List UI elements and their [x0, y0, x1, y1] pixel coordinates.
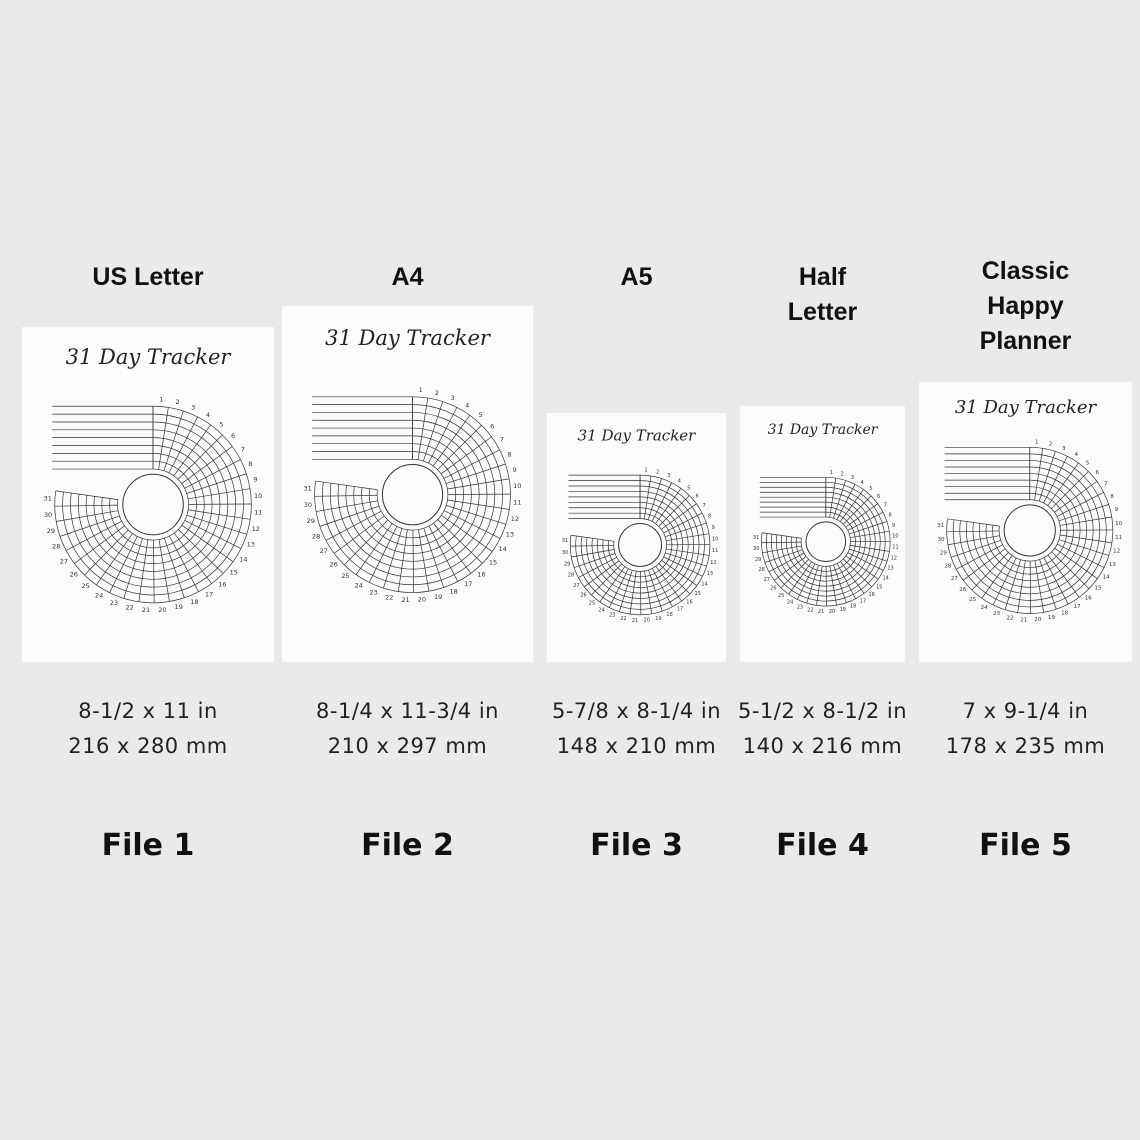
day-number: 4	[205, 410, 211, 419]
day-number: 11	[513, 498, 522, 507]
day-number: 30	[937, 536, 945, 543]
day-number: 12	[251, 524, 260, 533]
tracker-center-circle	[382, 465, 442, 525]
product-column-3	[547, 0, 726, 1140]
day-number: 17	[676, 606, 684, 613]
day-number: 5	[687, 485, 691, 492]
tracker-spoke	[661, 504, 696, 530]
day-number: 24	[786, 599, 794, 606]
tracker-spoke	[833, 480, 845, 518]
tracker-spoke	[619, 570, 632, 611]
day-number: 14	[701, 581, 708, 588]
day-number: 4	[465, 401, 470, 410]
day-number: 1	[1034, 439, 1039, 446]
tracker-center-circle	[123, 474, 183, 534]
day-number: 29	[563, 561, 571, 568]
tracker-page-title: 31 Day Tracker	[577, 426, 696, 445]
day-number: 24	[598, 607, 605, 614]
day-number: 8	[507, 450, 512, 459]
tracker-spoke	[383, 528, 402, 588]
day-number: 5	[869, 486, 873, 493]
day-number: 21	[141, 606, 151, 615]
day-number: 18	[849, 603, 857, 610]
day-number: 1	[829, 469, 833, 476]
size-name: Classic Happy Planner	[979, 257, 1072, 355]
tracker-spoke	[74, 526, 124, 564]
day-number: 31	[561, 538, 569, 545]
day-number: 22	[620, 616, 627, 623]
day-number: 31	[937, 522, 945, 529]
day-number: 10	[711, 536, 719, 543]
day-number: 15	[488, 558, 498, 567]
day-number: 26	[329, 560, 338, 569]
day-number: 31	[303, 484, 312, 493]
product-column-5	[919, 0, 1132, 1140]
tracker-spoke	[584, 561, 619, 587]
file-label: File 5	[979, 828, 1072, 863]
tracker-ring	[118, 469, 189, 540]
tracker-spoke	[609, 569, 628, 608]
day-number: 7	[1103, 481, 1108, 488]
tracker-spoke	[153, 540, 154, 603]
day-number: 9	[512, 465, 517, 474]
dimensions	[2, 694, 294, 764]
day-number: 13	[887, 565, 894, 572]
tracker-ring	[999, 500, 1060, 561]
day-number: 23	[369, 588, 378, 597]
dimensions-mm: 140 x 216 mm	[742, 734, 903, 758]
day-number: 8	[1110, 493, 1114, 500]
day-number: 10	[513, 482, 522, 491]
tracker-page-title: 31 Day Tracker	[325, 326, 490, 351]
tracker-spoke	[447, 500, 509, 509]
tracker-spoke	[1054, 481, 1096, 512]
tracker-spoke	[648, 479, 661, 520]
day-number: 10	[1115, 520, 1123, 527]
day-number: 22	[125, 603, 134, 612]
tracker-center-circle	[1004, 505, 1055, 556]
day-number: 18	[449, 587, 458, 596]
day-number: 1	[644, 467, 648, 474]
day-number: 16	[477, 570, 486, 579]
dimensions	[262, 694, 553, 764]
size-name: Half Letter	[787, 263, 858, 326]
day-number: 31	[43, 494, 52, 503]
tracker-graphic	[547, 413, 726, 662]
day-number: 8	[888, 512, 892, 519]
day-number: 10	[253, 492, 263, 501]
tracker-spoke	[66, 521, 121, 550]
tracker-spoke	[446, 505, 506, 524]
dimensions-inches: 7 x 9-1/4 in	[962, 699, 1089, 723]
day-number: 14	[498, 545, 507, 554]
tracker-spoke	[326, 511, 381, 540]
day-number: 25	[777, 593, 785, 600]
tracker-center-circle	[619, 523, 662, 566]
dimensions-mm: 210 x 297 mm	[327, 734, 488, 758]
tracker-spoke	[188, 510, 250, 519]
tracker-spoke	[164, 411, 183, 471]
day-number: 30	[753, 546, 760, 553]
day-number: 11	[254, 508, 263, 517]
day-number: 2	[656, 469, 660, 476]
day-number: 15	[876, 584, 883, 591]
day-number: 15	[694, 591, 701, 598]
day-number: 22	[385, 593, 394, 602]
day-number: 10	[892, 533, 899, 540]
day-number: 20	[1034, 617, 1042, 624]
day-number: 27	[59, 557, 69, 566]
day-number: 18	[190, 597, 199, 606]
day-number: 19	[174, 603, 183, 612]
day-number: 2	[1048, 441, 1053, 448]
tracker-spoke	[843, 559, 871, 587]
tracker-spoke	[947, 531, 999, 532]
day-number: 16	[686, 599, 693, 606]
day-number: 20	[158, 605, 167, 614]
tracker-spoke	[56, 491, 118, 500]
tracker-spoke	[1059, 540, 1109, 556]
day-number: 22	[807, 607, 814, 614]
tracker-page-preview	[547, 413, 726, 662]
day-number: 28	[944, 563, 952, 570]
day-number: 25	[341, 571, 350, 580]
day-number: 2	[840, 471, 844, 478]
tracker-ring	[377, 459, 448, 530]
day-number: 31	[752, 535, 760, 542]
day-number: 15	[1094, 585, 1102, 592]
tracker-spoke	[434, 523, 471, 573]
day-number: 11	[1115, 534, 1123, 541]
day-number: 1	[418, 386, 423, 395]
day-number: 13	[246, 540, 255, 549]
tracker-spoke	[781, 559, 809, 587]
day-number: 28	[758, 567, 765, 574]
day-number: 29	[46, 527, 56, 536]
day-number: 20	[643, 617, 651, 624]
dimensions	[527, 694, 746, 764]
tracker-spoke	[159, 407, 169, 469]
day-number: 19	[433, 592, 443, 601]
day-number: 11	[892, 544, 899, 551]
day-number: 13	[1108, 561, 1116, 568]
day-number: 7	[499, 435, 504, 444]
day-number: 29	[306, 517, 315, 526]
day-number: 24	[980, 604, 988, 611]
day-number: 2	[175, 398, 180, 407]
tracker-spoke	[174, 533, 211, 583]
day-number: 20	[828, 609, 836, 616]
day-number: 19	[655, 615, 662, 622]
day-number: 9	[711, 524, 715, 531]
size-name: A5	[620, 263, 653, 291]
day-number: 24	[354, 581, 363, 590]
day-number: 24	[94, 591, 104, 600]
tracker-spoke	[423, 402, 442, 461]
day-number: 8	[248, 460, 253, 469]
day-number: 26	[69, 570, 78, 579]
day-number: 17	[859, 598, 867, 605]
tracker-spoke	[429, 526, 458, 581]
day-number: 27	[319, 547, 328, 556]
day-number: 6	[230, 432, 236, 441]
tracker-spoke	[761, 542, 801, 543]
tracker-spoke	[413, 530, 414, 593]
tracker-graphic	[282, 306, 533, 662]
tracker-spoke	[441, 437, 491, 474]
day-number: 17	[1073, 603, 1081, 610]
tracker-spoke	[418, 398, 428, 460]
dimensions	[720, 694, 925, 764]
day-number: 17	[204, 590, 214, 599]
day-number: 9	[1114, 507, 1119, 514]
day-number: 28	[567, 572, 575, 579]
day-number: 6	[877, 493, 881, 500]
day-number: 12	[710, 559, 717, 566]
tracker-spoke	[316, 481, 378, 490]
tracker-graphic	[22, 327, 274, 662]
product-column-4	[737, 0, 908, 1140]
tracker-spoke	[169, 536, 198, 592]
tracker-spoke	[1005, 560, 1021, 610]
day-number: 5	[219, 420, 224, 429]
day-number: 23	[608, 612, 616, 619]
tracker-spoke	[124, 538, 143, 598]
tracker-spoke	[664, 557, 703, 576]
tracker-spoke	[656, 566, 682, 601]
day-number: 14	[1102, 574, 1110, 581]
day-number: 5	[1085, 460, 1090, 467]
day-number: 15	[229, 568, 238, 577]
tracker-center-circle	[806, 522, 846, 562]
product-column-2	[282, 0, 533, 1140]
tracker-page-title: 31 Day Tracker	[767, 422, 878, 439]
day-number: 17	[464, 580, 473, 589]
tracker-page-title: 31 Day Tracker	[954, 396, 1097, 418]
day-number: 16	[218, 580, 227, 589]
day-number: 7	[702, 503, 706, 510]
dimensions	[899, 694, 1140, 764]
tracker-spoke	[665, 553, 706, 566]
day-number: 20	[417, 595, 427, 604]
tracker-page-preview	[282, 306, 533, 662]
day-number: 13	[505, 530, 515, 539]
tracker-spoke	[848, 512, 883, 530]
day-number: 29	[939, 550, 947, 557]
tracker-spoke	[139, 540, 148, 602]
tracker-spoke	[1060, 535, 1112, 543]
day-number: 3	[191, 403, 196, 412]
day-number: 2	[434, 388, 440, 397]
tracker-spoke	[334, 516, 384, 553]
dimensions-mm: 216 x 280 mm	[68, 734, 228, 758]
day-number: 26	[770, 585, 777, 592]
day-number: 27	[950, 576, 958, 583]
day-number: 4	[860, 479, 864, 486]
dimensions-inches: 5-7/8 x 8-1/4 in	[551, 699, 722, 723]
day-number: 16	[1084, 595, 1092, 602]
tracker-spoke	[843, 496, 871, 524]
day-number: 23	[109, 598, 119, 607]
day-number: 6	[1095, 470, 1100, 477]
tracker-spoke	[652, 483, 672, 522]
day-number: 4	[677, 478, 681, 485]
day-number: 7	[883, 502, 887, 509]
tracker-spoke	[182, 447, 233, 484]
day-number: 8	[707, 513, 712, 520]
day-number: 3	[850, 474, 855, 481]
file-label: File 1	[101, 828, 195, 863]
file-label: File 2	[361, 828, 454, 863]
size-name: A4	[391, 263, 424, 291]
size-name: US Letter	[92, 263, 204, 291]
day-number: 16	[868, 592, 875, 599]
day-number: 25	[81, 581, 90, 590]
day-number: 26	[959, 587, 967, 594]
day-number: 18	[1061, 610, 1069, 617]
day-number: 14	[239, 555, 248, 564]
day-number: 26	[580, 592, 587, 599]
tracker-spoke	[433, 415, 470, 466]
tracker-graphic	[919, 382, 1132, 662]
day-number: 6	[695, 493, 699, 500]
tracker-page-preview	[740, 406, 905, 662]
file-label: File 3	[590, 828, 683, 863]
day-number: 19	[839, 607, 847, 614]
day-number: 3	[1062, 445, 1066, 452]
day-number: 1	[159, 395, 164, 404]
tracker-graphic	[740, 406, 905, 662]
dimensions-inches: 5-1/2 x 8-1/2 in	[737, 699, 908, 723]
dimensions-inches: 8-1/2 x 11 in	[78, 699, 218, 723]
day-number: 21	[401, 595, 410, 604]
tracker-spoke	[1060, 517, 1112, 525]
day-number: 11	[712, 548, 719, 555]
day-number: 21	[817, 609, 825, 616]
day-number: 30	[561, 549, 569, 556]
tracker-spoke	[174, 425, 211, 476]
tracker-spoke	[570, 545, 613, 546]
day-number: 21	[631, 617, 639, 624]
day-number: 12	[1113, 548, 1121, 555]
day-number: 12	[510, 514, 519, 523]
day-number: 27	[763, 576, 770, 583]
day-number: 3	[450, 393, 455, 402]
tracker-ring	[801, 517, 850, 566]
day-number: 9	[253, 475, 258, 484]
tracker-spoke	[1048, 555, 1079, 597]
day-number: 5	[478, 410, 483, 419]
tracker-spoke	[1030, 561, 1031, 613]
tracker-page-title: 31 Day Tracker	[65, 344, 231, 369]
day-number: 27	[573, 583, 580, 590]
dimensions-mm: 178 x 235 mm	[945, 734, 1106, 758]
tracker-spoke	[1035, 448, 1043, 500]
day-number: 25	[588, 600, 596, 607]
day-number: 3	[667, 473, 671, 480]
tracker-spoke	[849, 549, 887, 561]
tracker-spoke	[769, 553, 804, 572]
day-number: 28	[52, 542, 61, 551]
file-label: File 4	[776, 828, 869, 863]
day-number: 30	[303, 500, 313, 509]
day-number: 29	[754, 556, 762, 563]
day-number: 30	[43, 510, 53, 519]
tracker-spoke	[398, 530, 407, 592]
tracker-spoke	[963, 549, 1005, 580]
day-number: 23	[993, 611, 1001, 618]
day-number: 9	[892, 522, 896, 529]
tracker-spoke	[1039, 451, 1055, 501]
dimensions-mm: 148 x 210 mm	[556, 734, 717, 758]
tracker-spoke	[187, 515, 247, 534]
product-column-1	[22, 0, 274, 1140]
day-number: 4	[1074, 452, 1078, 459]
day-number: 13	[706, 571, 714, 578]
day-number: 14	[882, 575, 889, 582]
day-number: 23	[796, 604, 804, 611]
day-number: 25	[969, 596, 977, 603]
tracker-ring	[614, 519, 667, 572]
day-number: 18	[666, 612, 673, 619]
tracker-page-preview	[919, 382, 1132, 662]
tracker-page-preview	[22, 327, 274, 662]
tracker-spoke	[807, 565, 819, 603]
day-number: 19	[1047, 614, 1055, 621]
day-number: 6	[490, 422, 495, 431]
tracker-spoke	[837, 564, 855, 599]
day-number: 28	[311, 532, 321, 541]
day-number: 12	[890, 555, 898, 562]
day-number: 22	[1006, 615, 1014, 622]
day-number: 21	[1020, 617, 1028, 624]
day-number: 7	[240, 445, 245, 454]
dimensions-inches: 8-1/4 x 11-3/4 in	[316, 699, 499, 723]
